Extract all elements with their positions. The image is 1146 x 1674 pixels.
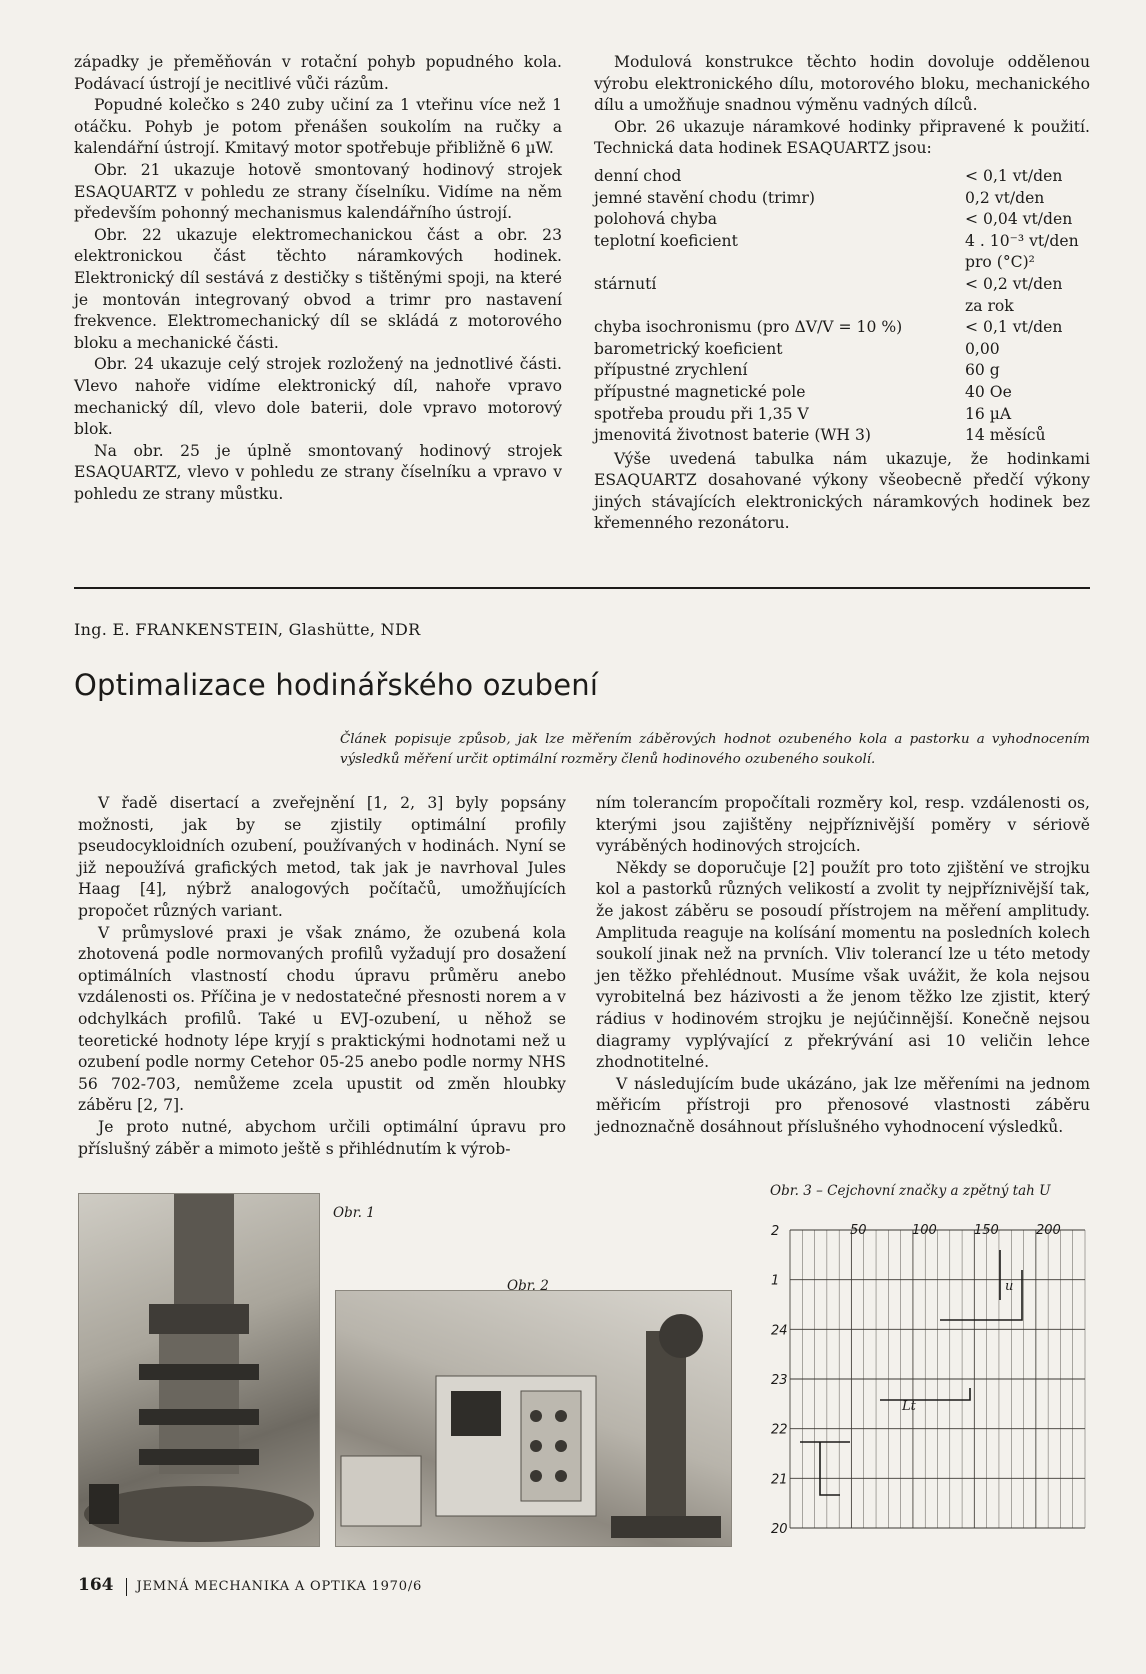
paragraph: ním tolerancím propočítali rozměry kol, resp. vzdálenosti os, kterými jsou zajištěny nejpříznivější poměry v sériově vyráběných hodinových strojcích. — [596, 794, 1090, 856]
spec-value: 4 . 10⁻³ vt/den — [965, 231, 1079, 250]
spec-row — [594, 274, 1090, 296]
spec-label: barometrický koeficient — [594, 339, 783, 358]
spec-label: spotřeba proudu při 1,35 V — [594, 404, 809, 423]
figure-2-instruments — [336, 1291, 731, 1546]
article-body-right — [596, 793, 1090, 1139]
figure-3-chart — [765, 1210, 1095, 1540]
spec-row — [594, 188, 1090, 210]
spec-row — [594, 296, 1090, 318]
spec-value: < 0,1 vt/den — [965, 318, 1063, 337]
paragraph: Modulová konstrukce těchto hodin dovoluje oddělenou výrobu elektronického dílu, motorového bloku, mechanického dílu a umožňuje snadnou výměnu vadných dílců. — [594, 53, 1090, 115]
x-tick-label: 200 — [1036, 1223, 1061, 1238]
figure-1-photo — [78, 1193, 320, 1547]
x-tick-label: 50 — [850, 1223, 867, 1238]
spec-value: 40 Oe — [965, 382, 1012, 401]
spec-row — [594, 231, 1090, 253]
figure-1-caption: Obr. 1 — [333, 1205, 375, 1221]
spec-row — [594, 252, 1090, 274]
paragraph: Obr. 22 ukazuje elektromechanickou část a obr. 23 elektronickou část těchto náramkových hodinek. Elektronický díl sestává z destičky s tištěnými spoji, na které je montován integrovaný obvod a trimr pro nastavení frekvence. Elektromechanický díl se skládá z motorového bloku a mechanické části. — [74, 225, 562, 352]
paragraph: Někdy se doporučuje [2] použít pro toto zjištění ve strojku kol a pastorků různých velikostí a zvolit ty nejpříznivější tak, že jakost záběru se posoudí přístrojem na měření amplitudy. Amplituda reaguje na kolísání momentu na posledních kolech soukolí jinak než na prvních. Vliv tolerancí lze u této metody jen těžko přehlédnout. Musíme však uvážit, že kola nejsou vyrobitelná bez házivosti a že jenom těžko lze zjistit, který rádius v hodinovém strojku je nejúčinnější. Konečně nejsou diagramy vyplývající z překrývání asi 10 veličin lehce zhodnotitelné. — [596, 858, 1090, 1072]
spec-row — [594, 166, 1090, 188]
page-number: 164 — [78, 1575, 114, 1595]
paragraph: Obr. 26 ukazuje náramkové hodinky připravené k použití. Technická data hodinek ESAQUARTZ jsou: — [594, 117, 1090, 158]
spec-label — [594, 296, 965, 318]
spec-row — [594, 360, 1090, 382]
article-abstract: Článek popisuje způsob, jak lze měřením záběrových hodnot ozubeného kola a pastorku a vyhodnocením výsledků měření určit optimální rozměry členů hodinového ozubeného soukolí. — [340, 732, 1090, 767]
spec-value: 60 g — [965, 361, 1000, 380]
spec-value: 0,00 — [965, 339, 1000, 358]
spec-row — [594, 404, 1090, 426]
spec-value: 16 µA — [965, 404, 1012, 423]
spec-value: < 0,04 vt/den — [965, 210, 1073, 229]
spec-label: přípustné zrychlení — [594, 361, 748, 380]
annotation-lt: Lt — [902, 1399, 916, 1414]
top-right-column — [594, 52, 1090, 535]
spec-value: za rok — [965, 296, 1014, 315]
spec-row — [594, 382, 1090, 404]
section-divider — [74, 587, 1090, 589]
y-tick-label: 2 — [771, 1224, 780, 1239]
journal-name: JEMNÁ MECHANIKA A OPTIKA 1970/6 — [136, 1579, 423, 1594]
x-tick-label: 150 — [974, 1223, 999, 1238]
paragraph: V následujícím bude ukázáno, jak lze měřeními na jednom měřicím přístroji pro přenosové vlastnosti záběru jednoznačně dosáhnout příslušného vyhodnocení výsledků. — [596, 1074, 1090, 1136]
annotation-u: u — [1005, 1279, 1014, 1294]
y-tick-label: 20 — [771, 1522, 788, 1537]
y-tick-label: 21 — [771, 1472, 788, 1488]
spec-value: < 0,1 vt/den — [965, 166, 1063, 185]
figure-1-apparatus — [79, 1194, 319, 1546]
paragraph: V průmyslové praxi je však známo, že ozubená kola zhotovená podle normovaných profilů vyžadují pro dosažení optimálních vlastností chodu úpravu průměru anebo vzdálenosti os. Příčina je v nedostatečné přesnosti norem a v odchylkách profilů. Také u EVJ-ozubení, u něhož se teoretické hodnoty lépe kryjí s praktickými hodnotami než u ozubení podle normy Cetehor 05-25 anebo podle normy NHS 56 702-703, nemůžeme zcela upustit od změn hloubky záběru [2, 7]. — [78, 923, 566, 1115]
y-tick-label: 22 — [771, 1422, 788, 1438]
spec-value: < 0,2 vt/den — [965, 274, 1063, 293]
spec-label: polohová chyba — [594, 210, 718, 229]
paragraph: Popudné kolečko s 240 zuby učiní za 1 vteřinu více než 1 otáčku. Pohyb je potom přenášen soukolím na ručky a kalendářní ústrojí. Kmitavý motor spotřebuje přibližně 6 µW. — [74, 96, 562, 158]
measurement-trace — [800, 1250, 1022, 1495]
spec-table — [594, 166, 1090, 447]
spec-row — [594, 317, 1090, 339]
spec-value: 0,2 vt/den — [965, 188, 1045, 207]
x-tick-label: 100 — [912, 1223, 937, 1238]
spec-conclusion: Výše uvedená tabulka nám ukazuje, že hodinkami ESAQUARTZ dosahované výkony všeobecně předčí výkony jiných stávajících elektronických náramkových hodinek bez křemenného rezonátoru. — [594, 449, 1090, 533]
spec-label: přípustné magnetické pole — [594, 382, 806, 401]
figure-2-caption: Obr. 2 — [507, 1278, 549, 1294]
spec-label: jemné stavění chodu (trimr) — [594, 188, 815, 207]
spec-value: 14 měsíců — [965, 426, 1046, 445]
paragraph: Obr. 21 ukazuje hotově smontovaný hodinový strojek ESAQUARTZ v pohledu ze strany číselníku. Vidíme na něm především pohonný mechanismus kalendářního ústrojí. — [74, 160, 562, 223]
footer-separator — [126, 1578, 127, 1596]
figure-2-photo — [335, 1290, 732, 1547]
spec-label: teplotní koeficient — [594, 231, 738, 250]
article-title: Optimalizace hodinářského ozubení — [74, 668, 599, 702]
spec-label — [594, 252, 965, 274]
y-tick-label: 24 — [771, 1323, 788, 1339]
article-body-left — [78, 793, 566, 1160]
spec-label: stárnutí — [594, 274, 657, 293]
top-left-column — [74, 52, 562, 505]
spec-value: pro (°C)² — [965, 253, 1035, 272]
paragraph: Je proto nutné, abychom určili optimální úpravu pro příslušný záběr a mimoto ještě s přihlédnutím k výrob- — [78, 1117, 566, 1158]
paragraph: Na obr. 25 je úplně smontovaný hodinový strojek ESAQUARTZ, vlevo v pohledu ze strany číselníku a vpravo v pohledu ze strany můstku. — [74, 441, 562, 503]
spec-label: denní chod — [594, 166, 682, 185]
paragraph: Obr. 24 ukazuje celý strojek rozložený na jednotlivé části. Vlevo nahoře vidíme elektronický díl, nahoře vpravo mechanický díl, vlevo dole baterii, dole vpravo motorový blok. — [74, 355, 562, 439]
spec-label: jmenovitá životnost baterie (WH 3) — [594, 426, 871, 445]
paragraph: západky je přeměňován v rotační pohyb popudného kola. Podávací ústrojí je necitlivé vůči rázům. — [74, 53, 562, 93]
spec-label: chyba isochronismu (pro ΔV/V = 10 %) — [594, 318, 903, 337]
spec-row — [594, 339, 1090, 361]
figure-3-caption: Obr. 3 – Cejchovní značky a zpětný tah U — [770, 1183, 1051, 1199]
paragraph: V řadě disertací a zveřejnění [1, 2, 3] byly popsány možnosti, jak by se zjistily optimální profily pseudocykloidních ozubení, používaných v hodinách. Nyní se již nepoužívá grafických metod, tak jak je navrhoval Jules Haag [4], nýbrž analogových počítačů, umožňujících propočet různých variant. — [78, 794, 566, 920]
spec-row — [594, 425, 1090, 447]
y-tick-label: 23 — [771, 1373, 788, 1388]
page-footer — [78, 1575, 422, 1596]
article-author: Ing. E. FRANKENSTEIN, Glashütte, NDR — [74, 620, 421, 639]
spec-row — [594, 209, 1090, 231]
y-tick-label: 1 — [771, 1273, 780, 1289]
